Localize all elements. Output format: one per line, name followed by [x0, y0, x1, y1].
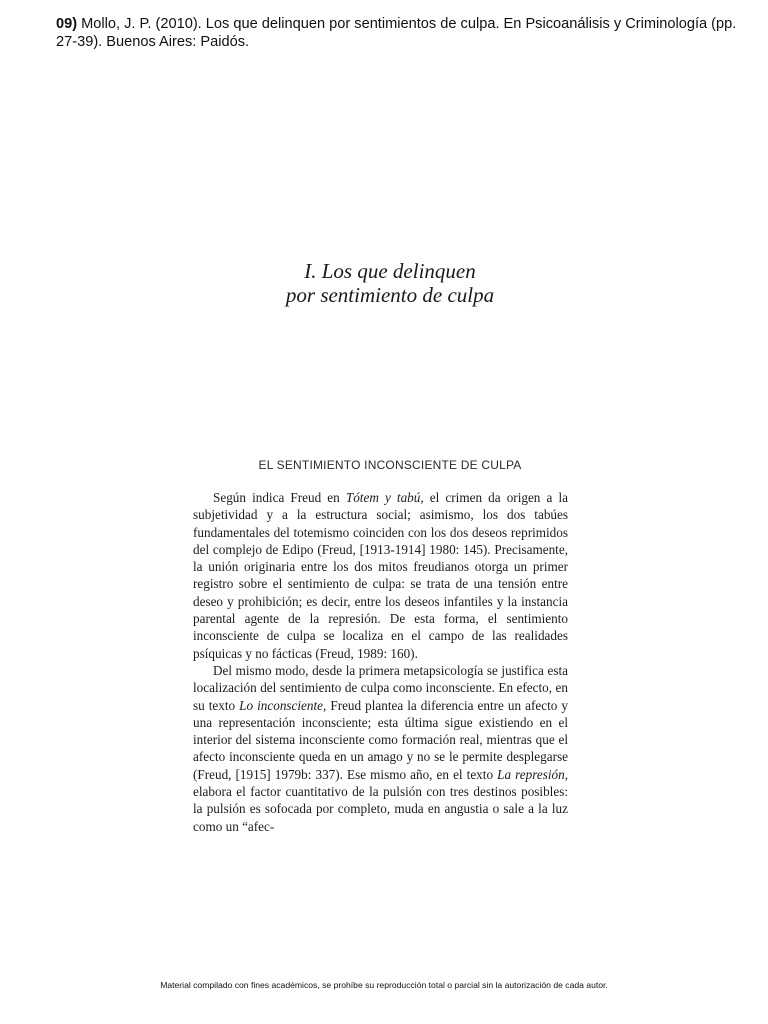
chapter-title	[200, 259, 580, 307]
chapter-title-line-2: por sentimiento de culpa	[285, 283, 495, 307]
citation-number: 09)	[56, 16, 78, 32]
paragraph-1-text-a: Según indica Freud en	[213, 490, 346, 505]
work-title-la-represion: La represión	[497, 766, 565, 782]
paragraph-1	[193, 489, 568, 662]
section-heading: EL SENTIMIENTO INCONSCIENTE DE CULPA	[258, 458, 522, 472]
paragraph-2-text-a: Del mismo modo, desde la primera metapsicología se justifica esta localización del sentimiento de culpa como inconsciente. En efecto, en su texto	[193, 662, 568, 713]
citation-text: Mollo, J. P. (2010). Los que delinquen por sentimientos de culpa. En Psicoanálisis y Criminología (pp. 27-39). Buenos Aires: Paidós.	[56, 16, 737, 50]
body-text	[193, 489, 568, 835]
paragraph-1-text-c: , el crimen da origen a la subjetividad y a la estructura social; asimismo, los dos tabúes fundamentales del totemismo coinciden con los dos deseos reprimidos del complejo de Edipo (Freud, [1913-1914] 1980: 145). Precisamente, la unión originaria entre los dos mitos freudianos otorga un primer registro sobre el sentimiento de culpa: se trata de una tensión entre deseo y prohibición; es decir, entre los deseos infantiles y la instancia parental agente de la represión. De esta forma, el sentimiento inconsciente de culpa se localiza en el campo de las realidades psíquicas y no fácticas (Freud, 1989: 160).	[193, 490, 568, 661]
paragraph-2-text-c: , Freud plantea la diferencia entre un afecto y una representación inconsciente; esta última sigue existiendo en el interior del sistema inconsciente como formación real, mientras que el afecto inconsciente queda en un amago y no se le permite desplegarse (Freud, [1915] 1979b: 337). Ese mismo año, en el texto	[193, 697, 568, 782]
citation-reference	[56, 15, 746, 51]
work-title-totem-y-tabu: Tótem y tabú	[345, 490, 421, 505]
paragraph-2-text-e: , elabora el factor cuantitativo de la pulsión con tres destinos posibles: la pulsión es sofocada por completo, muda en angustia o sale a la luz como un “afec-	[193, 766, 568, 834]
chapter-title-line-1: I. Los que delinquen	[304, 259, 476, 283]
work-title-lo-inconsciente: Lo inconsciente	[239, 697, 324, 713]
paragraph-2	[193, 662, 568, 835]
footer-disclaimer: Material compilado con fines académicos, se prohíbe su reproducción total o parcial sin la autorización de cada autor.	[160, 980, 608, 990]
